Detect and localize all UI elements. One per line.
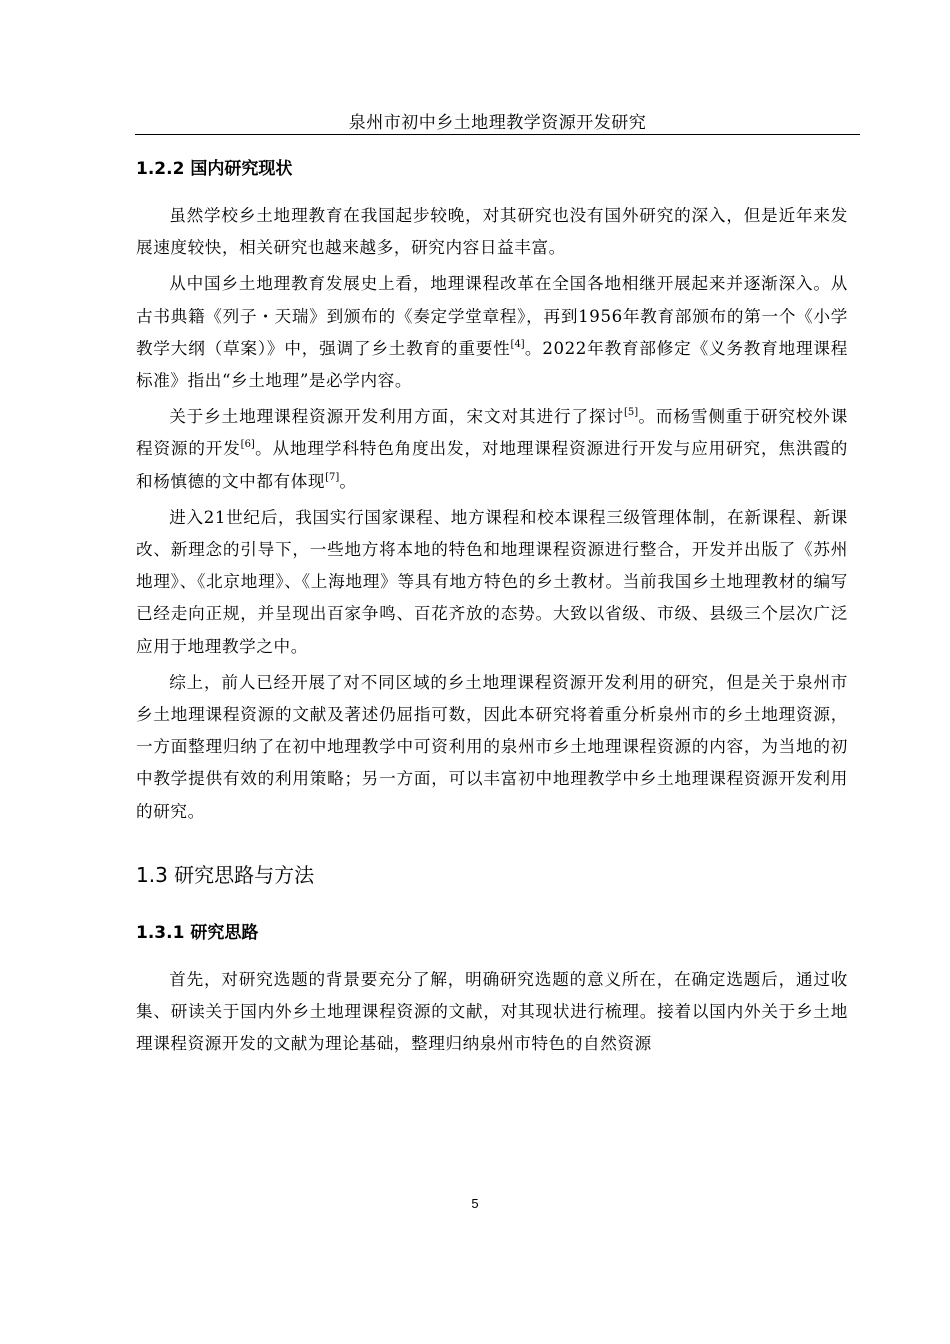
paragraph (136, 401, 848, 498)
paragraph-text: 。而杨雪侧重于研究校外课程资源的开发 (136, 407, 848, 459)
paragraph: 综上，前人已经开展了对不同区域的乡土地理课程资源开发利用的研究，但是关于泉州市乡土地理课程资源的文献及著述仍屈指可数，因此本研究将着重分析泉州市的乡土地理资源，一方面整理归纳了在初中地理教学中可资利用的泉州市乡土地理课程资源的内容，为当地的初中教学提供有效的利用策略；另一方面，可以丰富初中地理教学中乡土地理课程资源开发利用的研究。 (136, 672, 848, 821)
paragraph-text: 。 (339, 471, 357, 491)
section-heading-1-3: 1.3 研究思路与方法 (136, 862, 315, 887)
page-number: 5 (471, 1196, 479, 1211)
paragraph: 虽然学校乡土地理教育在我国起步较晚，对其研究也没有国外研究的深入，但是近年来发展速度较快，相关研究也越来越多，研究内容日益丰富。 (136, 206, 848, 258)
paragraph: 首先，对研究选题的背景要充分了解，明确研究选题的意义所在，在确定选题后，通过收集、研读关于国内外乡土地理课程资源的文献，对其现状进行梳理。接着以国内外关于乡土地理课程资源开发的文献为理论基础，整理归纳泉州市特色的自然资源 (136, 969, 848, 1054)
running-header: 泉州市初中乡土地理教学资源开发研究 (348, 113, 647, 133)
paragraph-text: 。从地理学科特色角度出发，对地理课程资源进行开发与应用研究，焦洪霞的和杨慎德的文中都有体现 (136, 439, 848, 491)
citation-ref: [7] (325, 471, 340, 483)
paragraph-text: 。2022年教育部修定《义务教育地理课程标准》指出“乡土地理”是必学内容。 (136, 338, 848, 391)
paragraph: 进入21世纪后，我国实行国家课程、地方课程和校本课程三级管理体制，在新课程、新课改、新理念的引导下，一些地方将本地的特色和地理课程资源进行整合，开发并出版了《苏州地理》、《北京地理》、《上海地理》等具有地方特色的乡土教材。当前我国乡土地理教材的编写已经走向正规，并呈现出百家争鸣、百花齐放的态势。大致以省级、市级、县级三个层次广泛应用于地理教学之中。 (136, 507, 848, 656)
paragraph-text: 关于乡土地理课程资源开发利用方面，宋文对其进行了探讨 (169, 407, 624, 427)
section-heading-1-3-1: 1.3.1 研究思路 (136, 922, 259, 943)
page-body (136, 154, 848, 1060)
section-heading-1-2-2: 1.2.2 国内研究现状 (136, 159, 293, 179)
citation-ref: [5] (623, 407, 639, 419)
citation-ref: [4] (510, 338, 525, 350)
citation-ref: [6] (240, 439, 255, 451)
paragraph-text: 从中国乡土地理教育发展史上看，地理课程改革在全国各地相继开展起来并逐渐深入。从古书典籍《列子・天瑞》到颁布的《奏定学堂章程》，再到1956年教育部颁布的第一个《小学教学大纲（草案）》中，强调了乡土教育的重要性 (136, 274, 848, 358)
header-rule (135, 134, 860, 135)
paragraph (136, 268, 848, 397)
